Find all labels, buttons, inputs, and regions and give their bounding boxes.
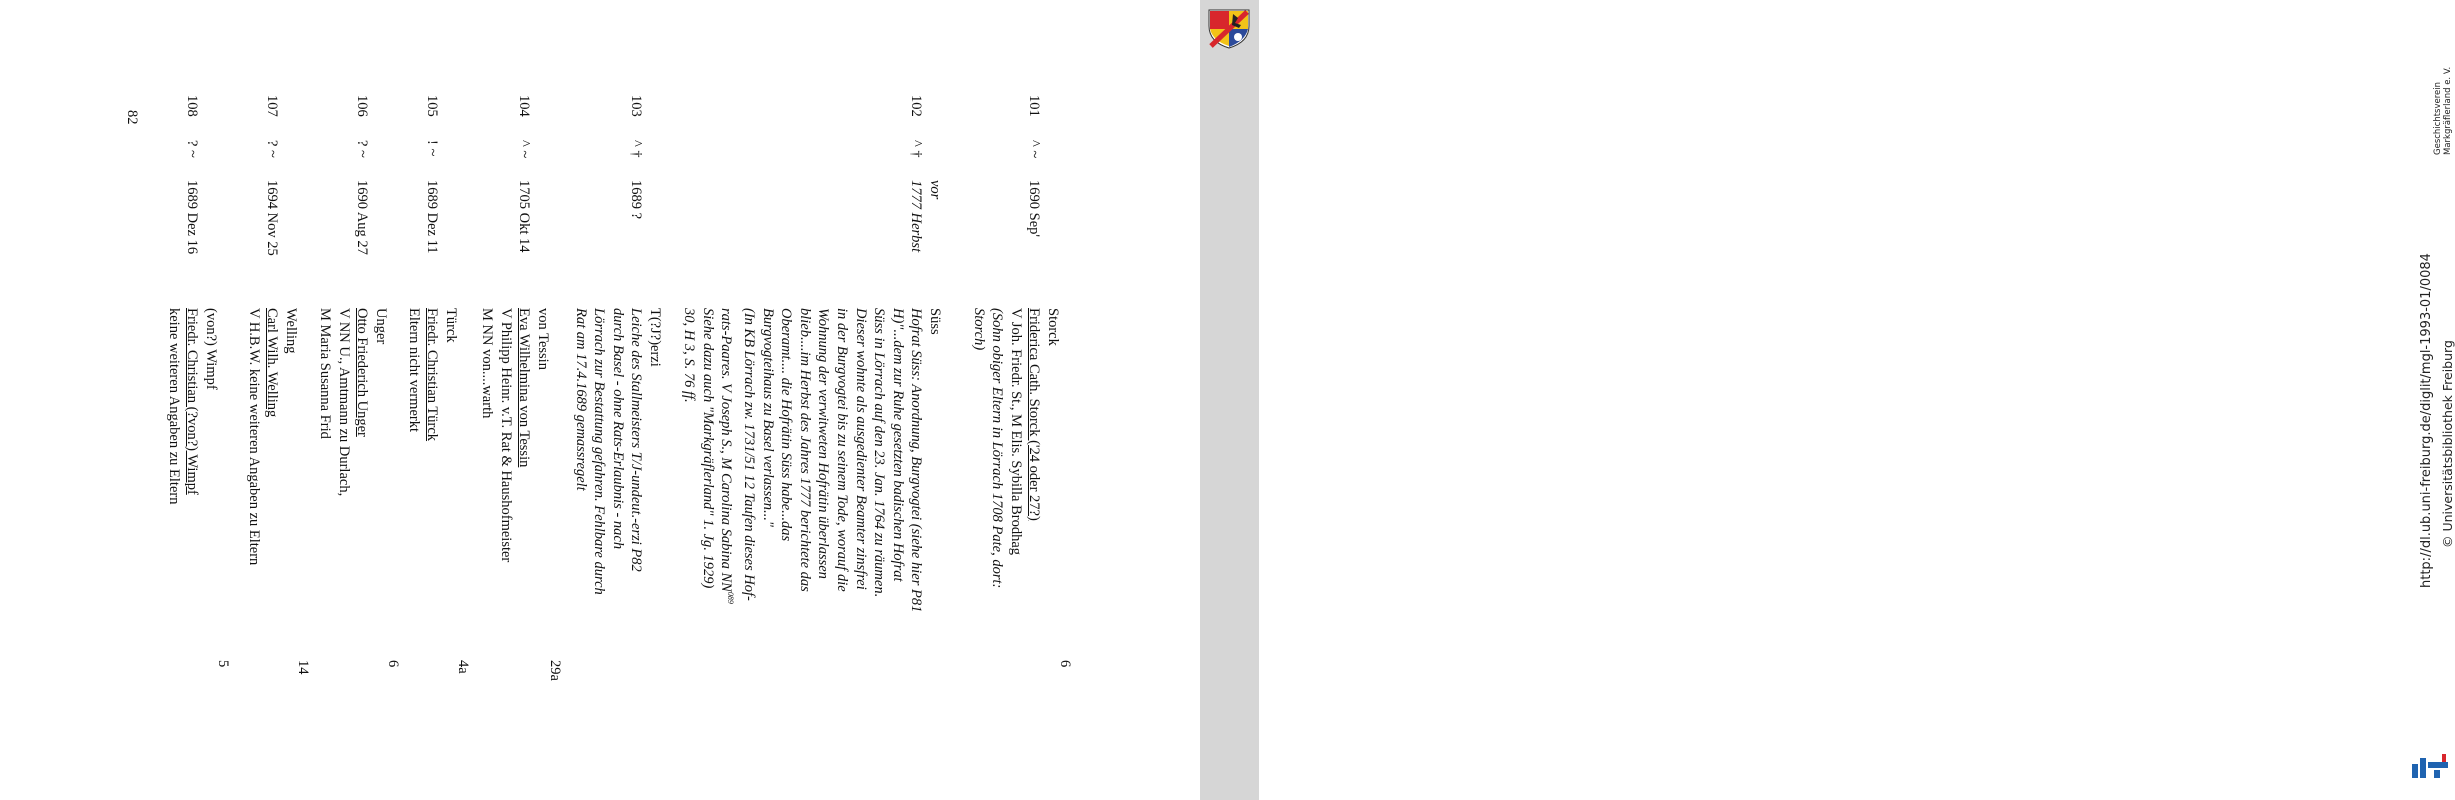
entry-text-line: V NN U., Amtmann zu Durlach, [335,308,352,497]
entry-text-line: (Sohn obiger Eltern in Lörrach 1708 Pate, dort: [989,308,1006,589]
entry-text-line: V H.B.W. keine weiteren Angaben zu Eltern [245,308,262,566]
entry-reference: 6 [385,660,401,668]
rotated-page-content [0,0,1200,800]
entry-body [404,308,460,653]
society-name-line2: Markgräflerland e. V. [2443,66,2453,155]
superscript-ref: 089 [726,591,736,604]
entry-date-prefix: vor [927,180,943,200]
entry-body [680,308,944,653]
entry-number: 106 [354,95,371,117]
sidebar [1200,0,2455,800]
entry-text-line: V Joh. Friedr. St., M Elis. Sybilla Brodhag [1007,308,1024,556]
entry-text-line: (In KB Lörrach zw. 1731/51 12 Taufen dieses Hof- [741,308,758,601]
family-name: Türck [443,308,459,343]
family-name: (von?) Wimpf [203,308,219,390]
entry-text-line: in der Burgvogtei bis zu seinem Tode, worauf die [834,308,851,592]
entry-text-line: durch Basel - ohne Rats-Erlaubnis - nach [609,308,626,550]
entry-date: 1689 Dez 11 [424,180,441,254]
entry-text-line: Eva Wilhelmina von Tessin [516,308,533,468]
entry-text-line: keine weiteren Angaben zu Eltern [165,308,182,505]
entry-date: 1690 Sep' [1026,180,1043,237]
entry-symbol: ! ~ [424,140,441,157]
entry-text-line: Friderica Cath. Storck ('24 oder 27?) [1026,308,1043,521]
entry-text-line: Siehe dazu auch "Markgräflerland" 1. Jg. 1929) [700,308,717,589]
entry-body [164,308,220,653]
entry-number: 103 [628,95,645,117]
entry-reference: 29a [547,660,563,681]
entry-symbol: ^ † [628,140,645,158]
society-name-line1: Geschichtsverein [2433,81,2443,155]
copyright-notice: © Universitätsbibliothek Freiburg [2440,340,2455,548]
entry-number: 104 [516,95,533,117]
family-name: Storck [1045,308,1061,346]
entry-text-line: M Maria Susanna Frid [317,308,334,439]
entry-text-line: Oberamt.... die Hofrätin Süss habe...das [778,308,795,542]
family-name: Süss [927,308,943,335]
family-name: T(?J?)erzi [647,308,663,367]
entry-text-line: Wohnung der verwitweten Hofrätin überlassen [815,308,832,579]
entry-text-line: Eltern nicht vermerkt [405,308,422,433]
entry-text-line: Storch) [970,308,987,351]
entry-number: 105 [424,95,441,117]
entry-symbol: ? ~ [184,140,201,158]
entry-body [478,308,552,653]
entry-number: 101 [1026,95,1043,117]
entry-text-line: Leiche des Stallmeisters T/J-undeut.-erzi P82 [628,308,645,572]
entry-text-line: 30, H 3, S. 76 ff. [681,308,698,403]
family-name: von Tessin [535,308,551,370]
entry-reference: 5 [215,660,231,668]
entry-number: 102 [908,95,925,117]
document-page [0,0,1200,800]
entry-text-line: M NN von....warth [479,308,496,419]
entry-text-line: Friedr. Christian (?von?) Wimpf [184,308,201,495]
entry-text-line: Hofrat Süss: Anordnung, Burgvogtei (siehe hier P81 [908,308,925,613]
entry-body [244,308,300,653]
page-number: 82 [124,110,140,125]
source-url-link[interactable]: http://dl.ub.uni-freiburg.de/diglit/mgl-1993-01/0084 [2419,253,2434,588]
entry-text-line: Süss in Lörrach auf den 23. Jan. 1764 zu räumen. [871,308,888,598]
entry-text-line: Carl Wilh. Welling [264,308,281,418]
entry-symbol: ^ ~ [1026,140,1043,159]
entry-symbol: ? ~ [264,140,281,158]
entry-reference: 6 [1057,660,1073,668]
entry-date: 1777 Herbst [908,180,925,253]
entry-date: 1689 Dez 16 [184,180,201,255]
entry-text-line: Friedr. Christian Türck [424,308,441,442]
family-name: Unger [373,308,389,345]
entry-text-line: rats-Paares. V Joseph S., M Carolina Sabina NN$^{089}$ [718,308,736,604]
entry-symbol: ^ ~ [516,140,533,159]
entry-reference: 14 [295,660,311,675]
entry-text-line: V Philipp Heinr. v.T. Rat & Haushofmeister [497,308,514,563]
entry-symbol: ^ † [908,140,925,158]
entry-number: 108 [184,95,201,117]
entry-body [969,308,1062,653]
entry-text-line: Otto Friederich Unger [354,308,371,437]
family-name: Welling [283,308,299,354]
entry-text-line: Burgvogteihaus zu Basel verlassen..." [759,308,776,527]
entry-text-line: blieb....im Herbst des Jahres 1777 berichtete das [796,308,813,592]
entry-number: 107 [264,95,281,117]
entry-reference: 4a [455,660,471,674]
entry-date: 1694 Nov 25 [264,180,281,256]
entry-date: 1689 ? [628,180,645,220]
entry-body [316,308,390,653]
entry-text-line: Dieser wohnte als ausgedienter Beamter zinsfrei [852,308,869,590]
entry-body [571,308,664,653]
ub-freiburg-logo [2410,752,2450,780]
entry-text-line: H)"...dem zur Ruhe gesetzten badischen Hofrat [889,308,906,582]
entry-text-line: Lörrach zur Bestattung gefahren. Fehlbare durch [591,308,608,595]
entry-date: 1705 Okt 14 [516,180,533,253]
entry-date: 1690 Aug 27 [354,180,371,255]
coat-of-arms-logo [1207,8,1251,50]
entry-text-line: Rat am 17.4.1689 gemassregelt [572,308,589,491]
entry-symbol: ? ~ [354,140,371,158]
